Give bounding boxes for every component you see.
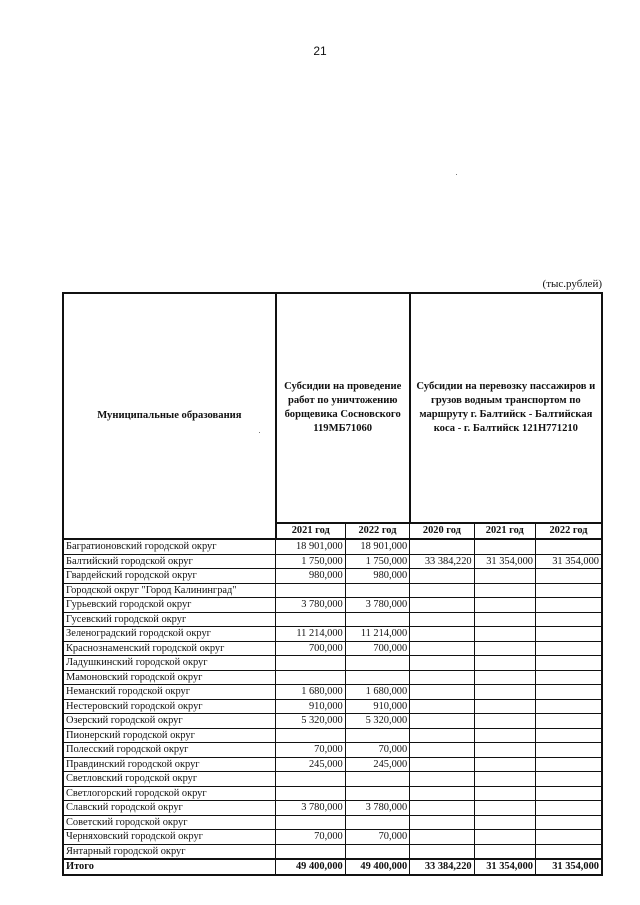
value-cell: [535, 699, 602, 714]
value-cell: [410, 743, 474, 758]
table-row: [63, 598, 602, 613]
municipality-name: Гвардейский городской округ: [63, 569, 276, 584]
table-row: [63, 772, 602, 787]
value-cell: 33 384,220: [410, 554, 474, 569]
value-cell: 910,000: [276, 699, 346, 714]
total-value-cell: 49 400,000: [276, 859, 346, 875]
value-cell: [410, 757, 474, 772]
total-label: Итого: [63, 859, 276, 875]
value-cell: [410, 830, 474, 845]
value-cell: [474, 699, 535, 714]
value-cell: [345, 656, 409, 671]
value-cell: [535, 728, 602, 743]
value-cell: 70,000: [345, 830, 409, 845]
header-water-transport-subsidy: Субсидии на перевозку пассажиров и грузов водным транспортом по маршруту г. Балтийск - Балтийская коса - г. Балтийск 121Н771210: [410, 293, 602, 523]
value-cell: 5 320,000: [345, 714, 409, 729]
value-cell: [276, 772, 346, 787]
unit-note: (тыс.рублей): [542, 278, 602, 290]
municipality-name: Краснознаменский городской округ: [63, 641, 276, 656]
municipality-name: Пионерский городской округ: [63, 728, 276, 743]
table-row: [63, 641, 602, 656]
municipality-name: Черняховский городской округ: [63, 830, 276, 845]
value-cell: [345, 583, 409, 598]
value-cell: [474, 743, 535, 758]
scan-speck: [456, 174, 457, 175]
value-cell: [535, 598, 602, 613]
value-cell: [410, 656, 474, 671]
value-cell: [535, 627, 602, 642]
value-cell: [410, 815, 474, 830]
value-cell: [474, 569, 535, 584]
municipality-name: Советский городской округ: [63, 815, 276, 830]
value-cell: 3 780,000: [276, 801, 346, 816]
value-cell: [474, 757, 535, 772]
subsidy-table: [62, 292, 603, 876]
municipality-name: Правдинский городской округ: [63, 757, 276, 772]
municipality-name: Светловский городской округ: [63, 772, 276, 787]
value-cell: [474, 830, 535, 845]
value-cell: 1 680,000: [345, 685, 409, 700]
header-hogweed-subsidy: Субсидии на проведение работ по уничтожению борщевика Сосновского 119МБ71060: [276, 293, 410, 523]
value-cell: 5 320,000: [276, 714, 346, 729]
value-cell: 980,000: [276, 569, 346, 584]
value-cell: [474, 815, 535, 830]
municipality-name: Озерский городской округ: [63, 714, 276, 729]
municipality-name: Светлогорский городской округ: [63, 786, 276, 801]
municipality-name: Городской округ "Город Калининград": [63, 583, 276, 598]
value-cell: 245,000: [345, 757, 409, 772]
year-header: 2020 год: [410, 523, 474, 539]
value-cell: 18 901,000: [276, 539, 346, 554]
value-cell: [535, 656, 602, 671]
value-cell: 31 354,000: [474, 554, 535, 569]
value-cell: [410, 612, 474, 627]
value-cell: [535, 641, 602, 656]
table-row: [63, 801, 602, 816]
header-municipal: Муниципальные образования: [63, 293, 276, 539]
value-cell: [276, 815, 346, 830]
table-row: [63, 844, 602, 859]
value-cell: [474, 583, 535, 598]
municipality-name: Гусевский городской округ: [63, 612, 276, 627]
year-header: 2021 год: [474, 523, 535, 539]
value-cell: 31 354,000: [535, 554, 602, 569]
value-cell: [474, 670, 535, 685]
value-cell: [474, 539, 535, 554]
value-cell: 700,000: [345, 641, 409, 656]
total-value-cell: 31 354,000: [474, 859, 535, 875]
value-cell: [410, 627, 474, 642]
value-cell: [410, 714, 474, 729]
value-cell: 3 780,000: [276, 598, 346, 613]
value-cell: [474, 801, 535, 816]
table-row: [63, 670, 602, 685]
table-row: [63, 757, 602, 772]
value-cell: 70,000: [276, 830, 346, 845]
value-cell: [535, 612, 602, 627]
value-cell: [410, 772, 474, 787]
value-cell: [345, 815, 409, 830]
table-row: [63, 699, 602, 714]
table-body: [63, 539, 602, 875]
value-cell: [535, 539, 602, 554]
value-cell: [474, 685, 535, 700]
value-cell: [345, 772, 409, 787]
table-row: [63, 627, 602, 642]
table-row: [63, 728, 602, 743]
value-cell: 1 750,000: [276, 554, 346, 569]
municipality-name: Балтийский городской округ: [63, 554, 276, 569]
value-cell: [535, 583, 602, 598]
municipality-name: Янтарный городской округ: [63, 844, 276, 859]
value-cell: [474, 714, 535, 729]
value-cell: [474, 598, 535, 613]
value-cell: [535, 670, 602, 685]
table-row: [63, 743, 602, 758]
value-cell: [535, 830, 602, 845]
value-cell: [410, 641, 474, 656]
value-cell: [535, 757, 602, 772]
value-cell: [535, 714, 602, 729]
page-number: 21: [313, 44, 327, 58]
value-cell: 18 901,000: [345, 539, 409, 554]
value-cell: 700,000: [276, 641, 346, 656]
value-cell: [410, 598, 474, 613]
table-row: [63, 830, 602, 845]
table-row: [63, 714, 602, 729]
municipality-name: Зеленоградский городской округ: [63, 627, 276, 642]
value-cell: [410, 569, 474, 584]
value-cell: [535, 569, 602, 584]
value-cell: [474, 786, 535, 801]
value-cell: [276, 656, 346, 671]
value-cell: [535, 815, 602, 830]
value-cell: 3 780,000: [345, 598, 409, 613]
value-cell: [535, 743, 602, 758]
municipality-name: Мамоновский городской округ: [63, 670, 276, 685]
value-cell: [474, 728, 535, 743]
table-row: [63, 539, 602, 554]
municipality-name: Нестеровский городской округ: [63, 699, 276, 714]
table-row: [63, 569, 602, 584]
value-cell: [345, 786, 409, 801]
table-row: [63, 583, 602, 598]
value-cell: [535, 772, 602, 787]
value-cell: 11 214,000: [345, 627, 409, 642]
value-cell: [474, 844, 535, 859]
value-cell: 980,000: [345, 569, 409, 584]
value-cell: [410, 685, 474, 700]
municipality-name: Славский городской округ: [63, 801, 276, 816]
year-header: 2022 год: [535, 523, 602, 539]
table-row: [63, 685, 602, 700]
value-cell: [535, 801, 602, 816]
municipality-name: Ладушкинский городской округ: [63, 656, 276, 671]
total-value-cell: 31 354,000: [535, 859, 602, 875]
value-cell: 245,000: [276, 757, 346, 772]
table-row: [63, 612, 602, 627]
value-cell: 70,000: [345, 743, 409, 758]
total-value-cell: 33 384,220: [410, 859, 474, 875]
table-row: [63, 656, 602, 671]
value-cell: [276, 728, 346, 743]
municipality-name: Багратионовский городской округ: [63, 539, 276, 554]
value-cell: 3 780,000: [345, 801, 409, 816]
value-cell: [535, 685, 602, 700]
value-cell: [410, 699, 474, 714]
value-cell: [276, 670, 346, 685]
value-cell: [345, 728, 409, 743]
value-cell: [276, 612, 346, 627]
year-header: 2021 год: [276, 523, 346, 539]
value-cell: 1 750,000: [345, 554, 409, 569]
value-cell: [474, 612, 535, 627]
scan-speck: [259, 432, 260, 433]
value-cell: [276, 844, 346, 859]
value-cell: [276, 583, 346, 598]
table-header-row: [63, 293, 602, 523]
value-cell: [410, 539, 474, 554]
value-cell: [410, 670, 474, 685]
value-cell: 910,000: [345, 699, 409, 714]
value-cell: [345, 670, 409, 685]
municipality-name: Гурьевский городской округ: [63, 598, 276, 613]
value-cell: [474, 641, 535, 656]
value-cell: [410, 844, 474, 859]
table-row: [63, 815, 602, 830]
value-cell: [474, 656, 535, 671]
value-cell: [410, 801, 474, 816]
table-total-row: [63, 859, 602, 875]
value-cell: [276, 786, 346, 801]
municipality-name: Неманский городской округ: [63, 685, 276, 700]
value-cell: 1 680,000: [276, 685, 346, 700]
value-cell: [410, 786, 474, 801]
value-cell: [535, 786, 602, 801]
value-cell: [410, 728, 474, 743]
value-cell: 11 214,000: [276, 627, 346, 642]
value-cell: 70,000: [276, 743, 346, 758]
value-cell: [474, 627, 535, 642]
table-row: [63, 554, 602, 569]
table-row: [63, 786, 602, 801]
total-value-cell: 49 400,000: [345, 859, 409, 875]
value-cell: [410, 583, 474, 598]
municipality-name: Полесский городской округ: [63, 743, 276, 758]
value-cell: [535, 844, 602, 859]
value-cell: [345, 612, 409, 627]
year-header: 2022 год: [345, 523, 409, 539]
value-cell: [474, 772, 535, 787]
value-cell: [345, 844, 409, 859]
